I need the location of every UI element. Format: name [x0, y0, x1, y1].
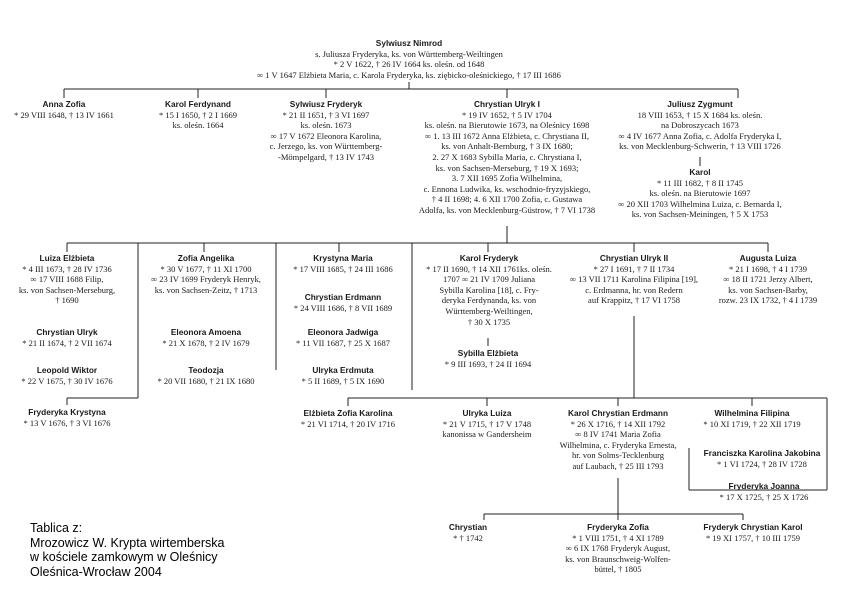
person-detail: Adolfa, ks. von Mecklenburg-Güstrow, † 7 VI 1738: [418, 204, 596, 215]
person-krystyna-maria: [293, 253, 392, 274]
person-juliusz-zygmunt: [619, 99, 782, 152]
person-detail: ks. von Braunschweig-Wolfen-: [565, 553, 671, 564]
person-detail: ks. oleśn. na Bierutowie 1673, na Oleśnicy 1698: [424, 120, 590, 131]
person-detail: 18 VIII 1653, † 15 X 1684 ks. oleśn.: [637, 109, 763, 120]
person-detail: * 1 VIII 1751, † 4 XI 1789: [572, 532, 664, 543]
person-anna-zofia: [14, 99, 114, 120]
person-detail: * 13 V 1676, † 3 VI 1676: [23, 417, 111, 428]
person-chrystian-ulryk-ii: [570, 253, 698, 306]
person-detail: büttel, † 1805: [594, 564, 642, 575]
person-detail: ∞ 4 IV 1677 Anna Zofia, c. Adolfa Fryderyka I,: [618, 130, 782, 141]
person-name: Augusta Luiza: [739, 253, 797, 263]
person-franciszka-karolina-jakobina: [704, 448, 821, 469]
person-fryderyka-zofia: [565, 522, 671, 575]
person-detail: * 1 VI 1724, † 28 IV 1728: [717, 458, 807, 469]
person-luiza-elzbieta: [19, 253, 115, 306]
person-name: Chrystian Ulryk I: [474, 99, 540, 109]
person-karol-chrystian-erdmann: [560, 408, 677, 472]
person-sybilla-elzbieta: [445, 348, 531, 369]
caption-line: w kościele zamkowym w Oleśnicy: [30, 550, 218, 564]
person-detail: ∞ 20 XII 1703 Wilhelmina Luiza, c. Bernarda I,: [618, 198, 782, 209]
person-sylwiusz-fryderyk: [270, 99, 383, 163]
person-detail: * 21 II 1674, † 2 VII 1674: [22, 337, 112, 348]
person-detail: Wilhelmina, c. Fryderyka Ernesta,: [559, 439, 677, 450]
person-detail: † 30 X 1735: [467, 316, 511, 327]
person-detail: * 19 IV 1652, † 5 IV 1704: [462, 109, 552, 120]
person-detail: ∞ 23 IV 1699 Fryderyk Henryk,: [151, 274, 261, 285]
person-detail: auf Laubach, † 25 III 1793: [572, 460, 664, 471]
person-detail: ks. von Sachsen-Merseburg, † 19 X 1693;: [435, 162, 579, 173]
person-detail: ∞ 18 II 1721 Jerzy Albert,: [723, 274, 813, 285]
person-name: Karol Chrystian Erdmann: [567, 408, 669, 418]
person-detail: * 21 X 1678, † 2 IV 1679: [162, 337, 250, 348]
person-detail: rozw. 23 IX 1732, † 4 I 1739: [718, 295, 818, 306]
person-name: Ulryka Erdmuta: [312, 365, 374, 375]
person-detail: deryka Ferdynanda, ks. von: [441, 295, 537, 306]
person-detail: * 15 I 1650, † 2 I 1669: [159, 109, 237, 120]
person-name: Fryderyka Joanna: [728, 481, 800, 491]
person-name: Fryderyk Chrystian Karol: [703, 522, 803, 532]
person-detail: -Mömpelgard, † 13 IV 1743: [278, 151, 374, 162]
person-detail: * 30 V 1677, † 11 XI 1700: [160, 263, 252, 274]
person-name: Sylwiusz Fryderyk: [289, 99, 363, 109]
person-detail: * 26 X 1716, † 14 XII 1792: [570, 418, 666, 429]
person-detail: ∞ 17 V 1672 Eleonora Karolina,: [270, 130, 382, 141]
person-detail: ks. von Mecklenburg-Schwerin, † 13 VIII 1726: [619, 141, 781, 152]
person-detail: 1707 ∞ 21 IV 1709 Juliana: [442, 274, 536, 285]
person-detail: * 4 III 1673, † 28 IV 1736: [22, 263, 112, 274]
person-name: Sylwiusz Nimrod: [375, 38, 443, 48]
person-name: Zofia Angelika: [177, 253, 235, 263]
person-leopold-wiktor: [21, 365, 112, 386]
person-detail: * 17 X 1725, † 25 X 1726: [719, 491, 809, 502]
person-name: Krystyna Maria: [313, 253, 373, 263]
person-name: Anna Zofia: [42, 99, 86, 109]
person-detail: * 5 II 1689, † 5 IX 1690: [301, 375, 385, 386]
person-name: Teodozja: [188, 365, 224, 375]
person-detail: ∞ 6 IX 1768 Fryderyk August,: [565, 543, 671, 554]
person-detail: c. Jerzego, ks. von Württemberg-: [269, 141, 383, 152]
person-name: Eleonora Amoena: [170, 327, 242, 337]
person-detail: * 11 VII 1687, † 25 X 1687: [296, 337, 390, 348]
person-name: Eleonora Jadwiga: [307, 327, 379, 337]
person-detail: hr. von Solms-Tecklenburg: [571, 450, 665, 461]
person-detail: c. Ennona Ludwika, ks. wschodnio-fryzyjskiego,: [423, 183, 591, 194]
person-name: Karol Fryderyk: [459, 253, 519, 263]
person-name: Leopold Wiktor: [36, 365, 98, 375]
person-detail: * 21 I 1698, † 4 I 1739: [729, 263, 807, 274]
person-detail: * 21 V 1715, † 17 V 1748: [442, 418, 532, 429]
person-detail: * 19 XI 1757, † 10 III 1759: [706, 532, 800, 543]
person-detail: * 9 III 1693, † 24 II 1694: [444, 358, 532, 369]
caption-line: Oleśnica-Wrocław 2004: [30, 564, 162, 579]
person-wilhelmina-filipina: [703, 408, 800, 429]
person-detail: * 24 VIII 1686, † 8 VII 1689: [293, 302, 393, 313]
person-detail: auf Krappitz, † 17 VI 1758: [588, 295, 680, 306]
person-karol: [618, 167, 781, 220]
person-detail: Württemberg-Weiltingen,: [445, 305, 533, 316]
person-detail: * 10 XI 1719, † 22 XII 1719: [703, 418, 801, 429]
person-detail: ∞ 13 VII 1711 Karolina Filipina [19],: [569, 274, 699, 285]
person-name: Juliusz Zygmunt: [667, 99, 733, 109]
person-ulryka-luiza: [442, 408, 531, 440]
person-fryderyk-chrystian-karol: [703, 522, 802, 543]
person-name: Karol: [689, 167, 711, 177]
person-detail: Sybilla Karolina [18], c. Fry-: [439, 284, 539, 295]
person-fryderyka-joanna: [720, 481, 809, 502]
person-fryderyka-krystyna: [24, 407, 111, 428]
person-detail: * † 1742: [453, 532, 483, 543]
person-name: Fryderyka Krystyna: [28, 407, 106, 417]
person-detail: * 20 VII 1680, † 21 IX 1680: [157, 375, 255, 386]
person-detail: † 1690: [55, 295, 79, 306]
person-detail: * 11 III 1682, † 8 II 1745: [656, 177, 744, 188]
person-name: Karol Ferdynand: [165, 99, 231, 109]
person-detail: ks. oleśn. 1664: [172, 120, 224, 131]
person-augusta-luiza: [719, 253, 817, 306]
person-detail: c. Erdmanna, hr. von Redern: [585, 284, 683, 295]
person-detail: ∞ 1 V 1647 Elżbieta Maria, c. Karola Fryderyka, ks. ziębicko-oleśnickiego, † 17 III 1686: [257, 69, 561, 80]
person-detail: * 21 VI 1714, † 20 IV 1716: [300, 418, 396, 429]
person-detail: * 27 I 1691, † 7 II 1734: [593, 263, 675, 274]
person-detail: * 17 II 1690, † 14 XII 1761ks. oleśn.: [426, 263, 552, 274]
person-name: Chrystian: [448, 522, 488, 532]
person-name: Fryderyka Zofia: [587, 522, 649, 532]
person-detail: * 17 VIII 1685, † 24 III 1686: [293, 263, 393, 274]
person-name: Luiza Elżbieta: [39, 253, 95, 263]
person-name: Elżbieta Zofia Karolina: [303, 408, 393, 418]
person-detail: ∞ 8 IV 1741 Maria Zofia: [575, 429, 661, 440]
person-detail: ks. von Anhalt-Bernburg, † 3 IX 1680;: [441, 141, 573, 152]
person-detail: 3. 7 XII 1695 Zofia Wilhelmina,: [451, 173, 563, 184]
person-name: Sybilla Elżbieta: [457, 348, 519, 358]
person-zofia-angelika: [151, 253, 261, 295]
person-detail: † 4 II 1698; 4. 6 XII 1700 Zofia, c. Gustawa: [431, 194, 583, 205]
person-name: Franciszka Karolina Jakobina: [703, 448, 821, 458]
person-karol-ferdynand: [159, 99, 237, 131]
person-detail: ks. von Sachsen-Barby,: [728, 284, 808, 295]
person-eleonora-amoena: [162, 327, 249, 348]
person-detail: s. Juliusza Fryderyka, ks. von Württemberg-Weiltingen: [315, 48, 503, 59]
person-chrystian-erdmann: [294, 292, 392, 313]
person-name: Chrystian Ulryk II: [599, 253, 669, 263]
person-chrystian: [449, 522, 487, 543]
person-detail: * 21 II 1651, † 3 VI 1697: [282, 109, 370, 120]
person-name: Wilhelmina Filipina: [714, 408, 790, 418]
source-caption: [30, 521, 224, 579]
person-name: Ulryka Luiza: [462, 408, 512, 418]
caption-line: Mrozowicz W. Krypta wirtemberska: [30, 535, 225, 550]
person-detail: ks. von Sachsen-Zeitz, † 1713: [154, 284, 258, 295]
person-detail: 2. 27 X 1683 Sybilla Maria, c. Chrystiana I,: [432, 151, 582, 162]
person-teodozja: [157, 365, 254, 386]
person-name: Chrystian Erdmann: [304, 292, 382, 302]
person-chrystian-ulryk-i: [419, 99, 595, 216]
person-detail: ∞ 17 VIII 1688 Filip,: [30, 274, 104, 285]
person-detail: na Dobroszycach 1673: [661, 120, 739, 131]
person-karol-fryderyk: [426, 253, 552, 327]
person-detail: * 29 VIII 1648, † 13 IV 1661: [14, 109, 114, 120]
person-name: Chrystian Ulryk: [36, 327, 98, 337]
person-chrystian-ulryk: [22, 327, 112, 348]
caption-line: Tablica z:: [30, 521, 83, 535]
person-eleonora-jadwiga: [296, 327, 390, 348]
person-detail: ks. von Sachsen-Meiningen, † 5 X 1753: [631, 209, 769, 220]
person-detail: ks. von Sachsen-Merseburg,: [18, 284, 116, 295]
person-sylwiusz-nimrod: [257, 38, 561, 80]
person-detail: ks. oleśn. 1673: [300, 120, 352, 131]
person-elzbieta-zofia-karolina: [301, 408, 395, 429]
person-detail: ∞ 1. 13 III 1672 Anna Elżbieta, c. Chrystiana II,: [425, 130, 589, 141]
person-detail: * 22 V 1675, † 30 IV 1676: [21, 375, 113, 386]
person-detail: * 2 V 1622, † 26 IV 1664 ks. oleśn. od 1648: [333, 59, 485, 70]
person-ulryka-erdmuta: [302, 365, 385, 386]
person-detail: kanonissa w Gandersheim: [442, 429, 532, 440]
person-detail: ks. oleśn. na Bierutowie 1697: [649, 188, 751, 199]
